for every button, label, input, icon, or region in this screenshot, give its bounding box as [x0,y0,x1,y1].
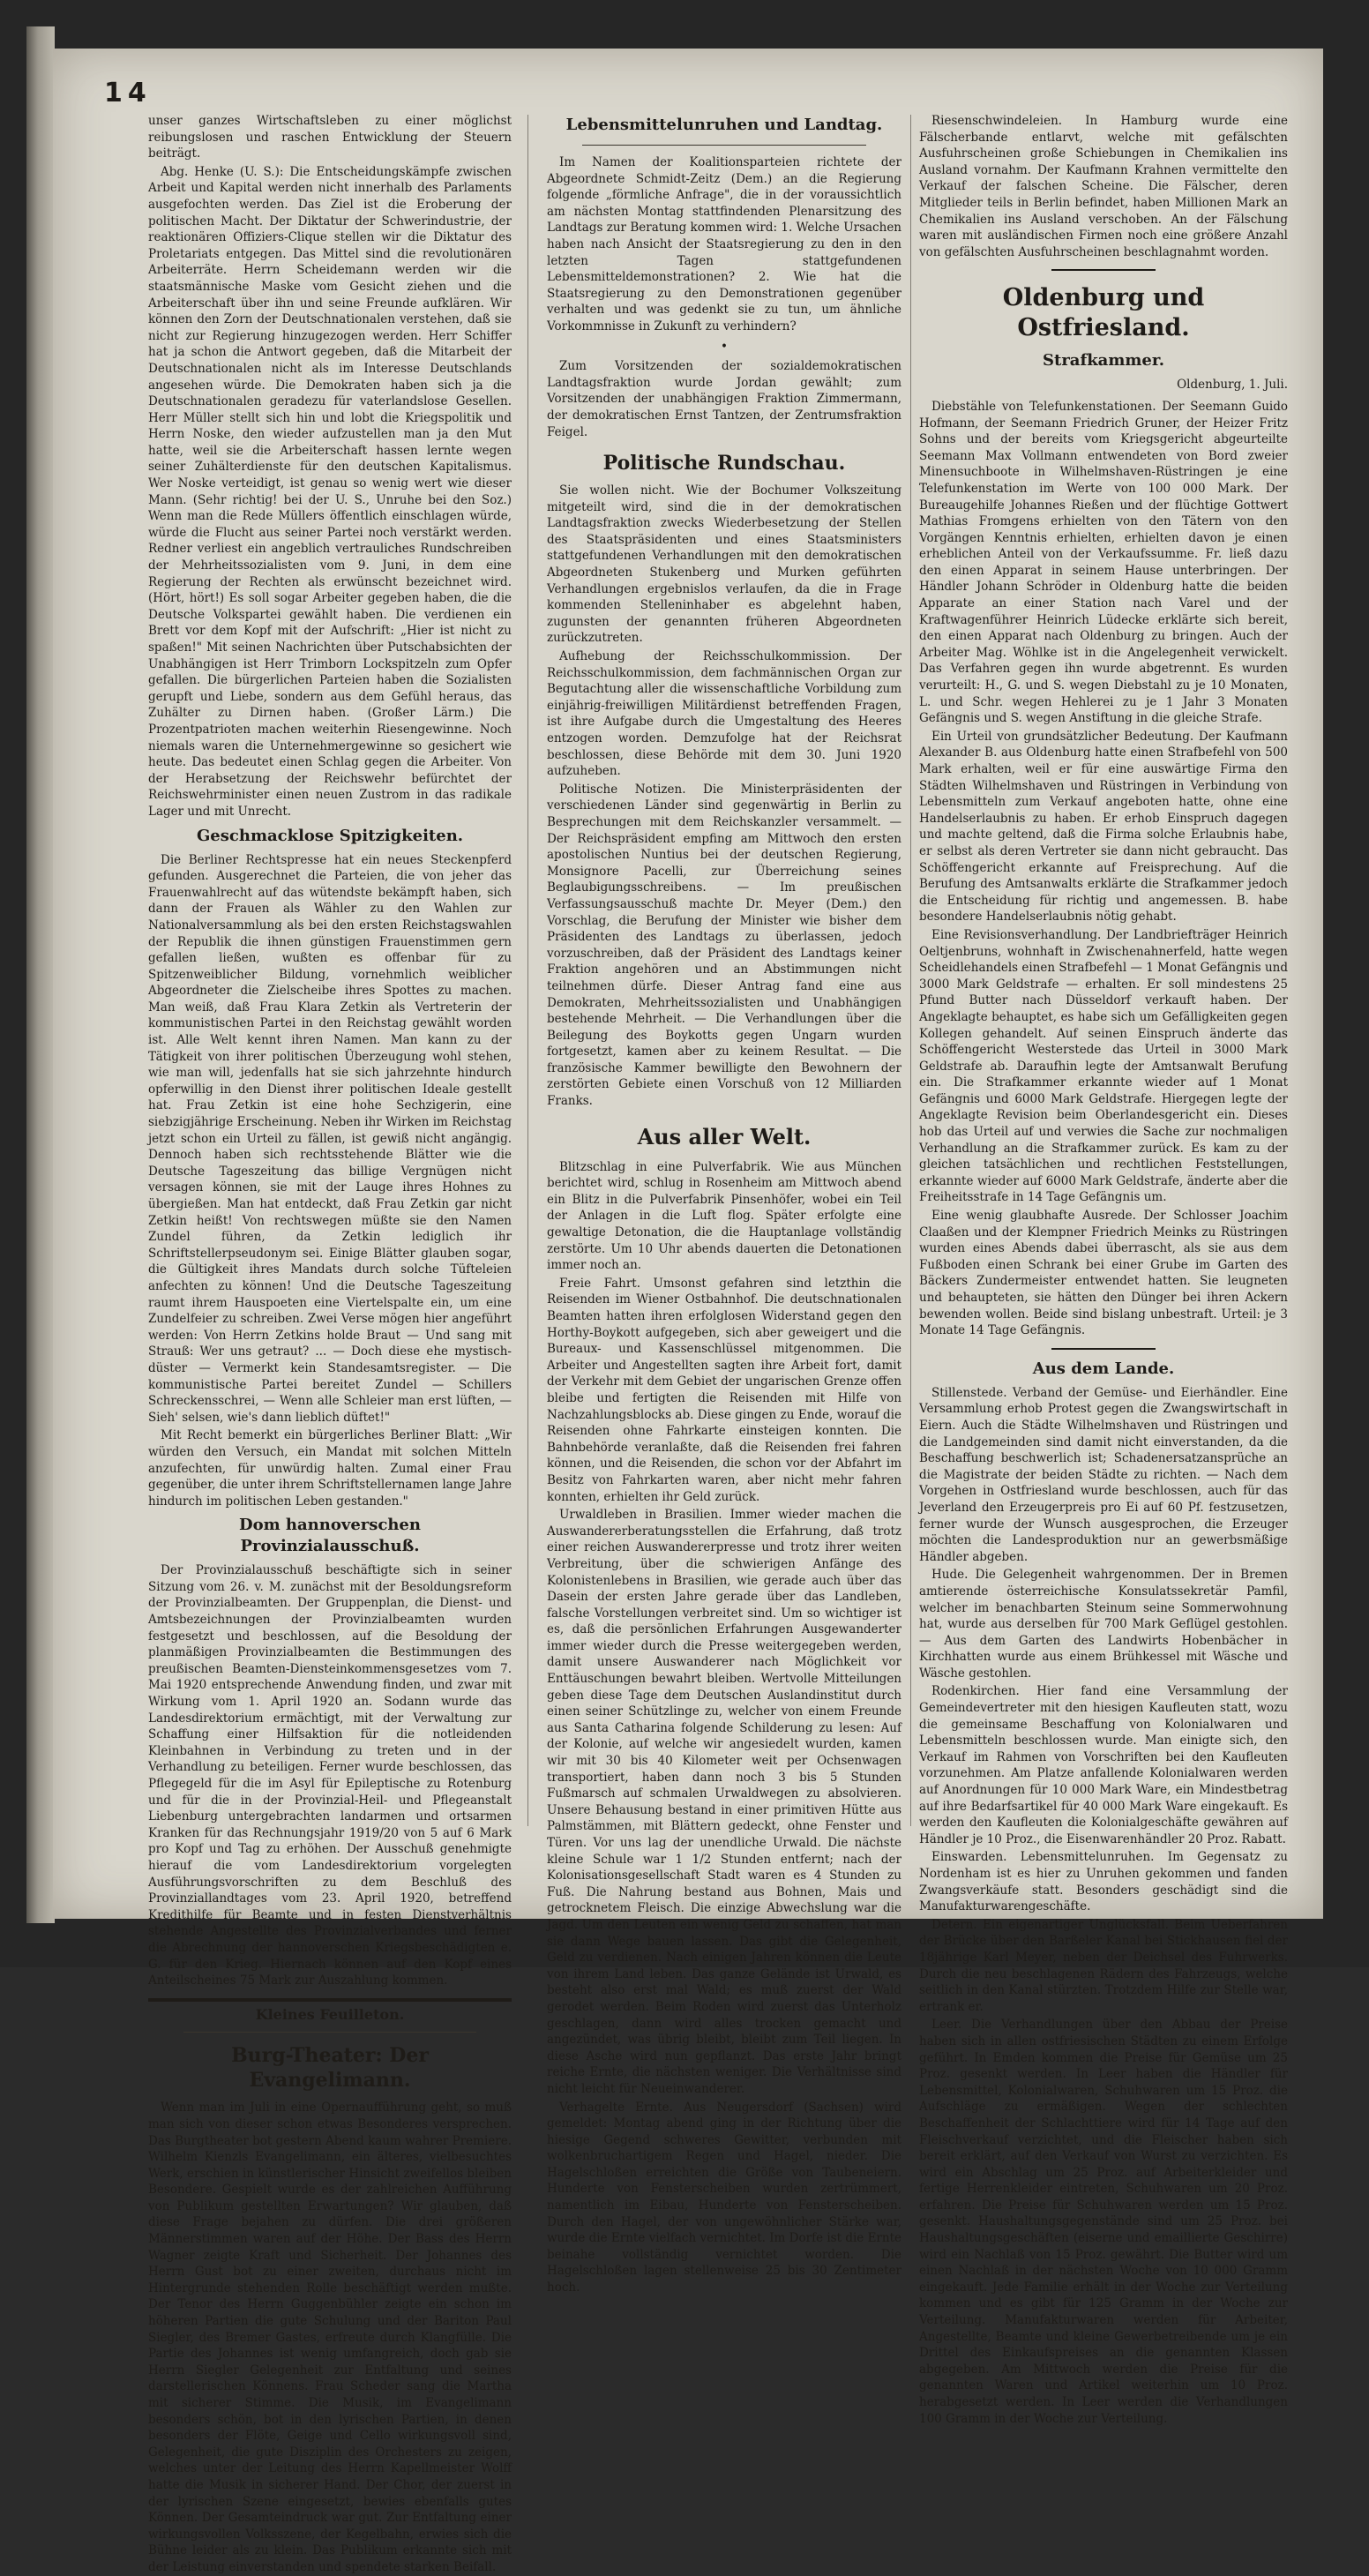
paragraph: Einswarden. Lebensmittelunruhen. Im Gegensatz zu Nordenham ist es hier zu Unruhen gekommen und fanden Zwangsverkäufe statt. Besonders geschädigt sind die Manufakturwarengeschäfte. [919,1850,1288,1914]
divider [1051,1348,1156,1350]
headline-spitzigkeiten: Geschmacklose Spitzigkeiten. [196,826,464,845]
paragraph: Im Namen der Koalitionsparteien richtete der Abgeordnete Schmidt-Zeitz (Dem.) an die Regierung folgende „förmliche Anfrage", die in der voraussichtlich am nächsten Montag stattfindenden Plenarsitzung des Landtags zur Beratung kommen wird: 1. Welche Ursachen haben nach Ansicht der Staatsregierung zu den in den letzten Tagen stattgefundenen Lebensmitteldemonstrationen? 2. Wie hat die Staatsregierung zu den Demonstrationen gegenüber verhalten und was gedenkt sie zu tun, um ähnliche Vorkommnisse in Zukunft zu verhindern? [547,155,901,333]
paragraph: Die Berliner Rechtspresse hat ein neues Steckenpferd gefunden. Ausgerechnet die Parteien, die von jeher das Frauenwahlrecht auf das wütendste bekämpft haben, sich dann der Frauen als Wähler zu den Wahlen zur Nationalversammlung als bei den ersten Reichstagswahlen der Republik die ihnen günstigen Frauenstimmen gern gefallen ließen, wußten es offenbar für zu Spitzenweiblicher Bildung, vornehmlich weiblicher Abgeordneter die Zielscheibe ihres Spottes zu machen. Man weiß, daß Frau Klara Zetkin als Vertreterin der kommunistischen Partei in den Reichstag gewählt worden ist. Alle Welt kennt ihren Namen. Man kann zu der Tätigkeit von ihrer politischen Überzeugung wohl stehen, wie man will, jedenfalls hat sie sich jahrzehnte hindurch opferwillig in den Dienst ihrer politischen Ideale gestellt hat. Frau Zetkin ist eine hohe Sechzigerin, eine siebzigjährige Erscheinung. Neben ihr Wirken im Reichstag jetzt schon ein Urteil zu fällen, ist gewiß nicht angängig. Dennoch haben sich rechtsstehende Blätter wie die Deutsche Tageszeitung das billige Vergnügen nicht versagen können, sie mit der Lauge ihres Hohnes zu übergießen. Man hat entdeckt, daß Frau Zetkin gar nicht Zetkin heißt! Von rechtswegen müßte sie den Namen Zundel führen, da Zetkin lediglich ihr Schriftstellerpseudonym sei. Einige Blätter glauben sogar, die Gültigkeit ihres Mandats durch solche Tüfteleien anfechten zu können! Und die Deutsche Tageszeitung raumt ihrem Hauspoeten eine Viertelspalte ein, um eine Zundelfeier zu schreiben. Zwei Verse mögen hier angeführt werden: Von Herrn Zetkins holde Braut — Und sang mit Strauß: Wer uns getraut? ... — Doch diese ehe mystisch-düster — Vermerkt kein Standesamtsregister. — Die kommunistische Partei bereitet Zundel — Schillers Schreckensschrei, — Wenn alle Schleier man erst lüften, — Sieh' selsen, wie's dann lieblich düftet!" [148,852,512,1425]
paragraph: Stillenstede. Verband der Gemüse- und Eierhändler. Eine Versammlung erhob Protest gegen die Zwangswirtschaft in Eiern. Auch die Städte Wilhelmshaven und Rüstringen und die Landgemeinden sind damit nicht einverstanden, da die Beschaffung beschwerlich ist; Schadenersatzansprüche an die Magistrate der beiden Städte zu richten. — Nach dem Vorgehen in Ostfriesland wurde beschlossen, auch für das Jeverland den Erzeugerpreis pro Ei auf 60 Pf. festzusetzen, ferner wurde der Wunsch ausgesprochen, die Erzeuger möchten die Landesproduktion nur an gewerbsmäßige Händler abgeben. [919,1385,1288,1564]
paragraph: unser ganzes Wirtschaftsleben zu einer möglichst reibungslosen und raschen Entwicklung der Steuern beiträgt. [148,114,512,161]
paragraph: Politische Notizen. Die Ministerpräsidenten der verschiedenen Länder sind gegenwärtig in Berlin zu Besprechungen mit dem Reichskanzler versammelt. — Der Reichspräsident empfing am Mittwoch den ersten apostolischen Nuntius bei der deutschen Regierung, Monsignore Pacelli, zur Überreichung seines Beglaubigungsschreibens. — Im preußischen Verfassungsausschuß machte Dr. Meyer (Dem.) den Vorschlag, die Berufung der Minister wie bisher dem Präsidenten des Landtags zu überlassen, jedoch vorzuschreiben, daß der Präsident des Landtags keiner Fraktion angehören und an Abstimmungen nicht teilnehmen dürfe. Dieser Antrag fand eine aus Demokraten, Mehrheitssozialisten und Unabhängigen bestehende Mehrheit. — Die Verhandlungen über die Beilegung des Boykotts gegen Ungarn wurden fortgesetzt, kamen aber zu keinem Resultat. — Die französische Kammer bewilligte den Bewohnern der zerstörten Gebiete einen Vorschuß von 12 Milliarden Franks. [547,782,901,1109]
headline-oldenburg-ostfriesland: Oldenburg und Ostfriesland. [1002,284,1205,342]
paragraph: Hude. Die Gelegenheit wahrgenommen. Der in Bremen amtierende österreichische Konsulatssekretär Pamfil, welcher im benachbarten Steinum seine Sommerwohnung hat, wurde aus derselben für 700 Mark Geflügel gestohlen. — Aus dem Garten des Landwirts Hobenbächer in Kirchhatten wurde aus einem Brühkessel mit Wäsche und Wäsche gestohlen. [919,1568,1288,1681]
paragraph: Wenn man im Juli in eine Opernaufführung geht, so muß man sich von dieser schon etwas Besonderes versprechen. Das Burgtheater bot gestern Abend kaum wahrer Premiere. Wilhelm Kienzls Evangelimann, ein älteres, vielbesuchtes Werk, erschien in künstlerischer Hinsicht zweifellos bleiben Besondere. Gespielt wurde es der zahlreichen Aufführung von Publikum gestellten Erwartungen? Wir glauben, daß diese Frage bejahen zu dürfen. Die drei größeren Männerstimmen waren auf der Höhe. Der Bass des Herrn Wagner zeigte Kraft und Sicherheit. Der Johannes des Herrn Gust bot zu einer zweiten, durchaus nicht im Hintergrunde stehenden Rolle beschäftigt werden mußte. Der Tenor des Herrn Guggenbühler zeigte ein schon im höheren Partien die gute Schulung und der Bariton Paul Siegler, des Bremer Gastes, erfreute durch Klangfülle. Die Partie des Johannes ist wenig umfangreich, doch gab sie Herrn Siegler Gelegenheit zur Entfaltung und seines darstellerischen Könnens. Frau Scheder sang die Martha mit sicherer Stimme. Die Musik, im Evangelimann besonders schön, bot in den lyrischen Partien, in denen besonders der Flöte, Geige und Cello wirkungsvoll sind, Gelegenheit, die gute Disziplin des Orchesters zu zeigen, welches unter der Leitung des Herrn Kapellmeister Wolff hatte die Musik in sicherer Hand. Der Chor, der zuerst in der lyrischen Szene eingesetzt, bewies ebenfalls gutes Können. Der Gesamteindruck war gut. Zur Entfaltung einer wirkungsvollen Volksszene, der Kegelbahn, erwies sich die Bühne leider als zu klein. Das Publikum erkannte sich mit der Leistung einverstanden und spendete starken Beifall. [148,2100,512,2574]
headline-burg-theater: Burg-Theater: Der Evangelimann. [231,2044,429,2093]
page-number: 14 [104,78,152,109]
paragraph: Blitzschlag in eine Pulverfabrik. Wie aus München berichtet wird, schlug in Rosenheim am Mittwoch abend ein Blitz in die Pulverfabrik Pinsenhöfer, wobei ein Teil der Anlagen in die Luft flog. Später erfolgte eine gewaltige Detonation, die die Hauptanlage vollständig zerstörte. Um 10 Uhr abends dauerten die Detonationen immer noch an. [547,1159,901,1273]
divider [1051,269,1156,271]
dateline: Oldenburg, 1. Juli. [1177,378,1288,393]
separator-dot: • [721,339,728,354]
book-spine [26,26,55,1923]
paragraph: Sie wollen nicht. Wie der Bochumer Volkszeitung mitgeteilt wird, sind die in der demokratischen Landtagsfraktion zwecks Wiederbesetzung der Stellen des Staatspräsidenten und eines Staatsministers stattgefundenen Verhandlungen mit den demokratischen Abgeordneten Stukenberg und Murken geführten Verhandlungen ergebnislos verlaufen, da die in Frage kommenden Stelleninhaber es abgelehnt haben, zugunsten der genannten früheren Abgeordneten zurückzutreten. [547,483,901,646]
paragraph: Aufhebung der Reichsschulkommission. Der Reichsschulkommission, dem fachmännischen Organ zur Begutachtung aller die wissenschaftliche Vorbildung zum einjährig-freiwilligen Militärdienst betreffenden Fragen, ist ihre Aufgabe durch die Umgestaltung des Heeres entzogen worden. Demzufolge hat der Reichsrat beschlossen, diese Behörde mit dem 30. Juni 1920 aufzuheben. [547,649,901,779]
headline-strafkammer: Strafkammer. [1043,351,1164,371]
paragraph: Zum Vorsitzenden der sozialdemokratischen Landtagsfraktion wurde Jordan gewählt; zum Vorsitzenden der unabhängigen Fraktion Zimmermann, der demokratischen Ernst Tantzen, der Zentrumsfraktion Feigel. [547,359,901,439]
headline-politische-rundschau: Politische Rundschau. [602,452,846,476]
column-left [148,113,512,2574]
paragraph: Ein Urteil von grundsätzlicher Bedeutung. Der Kaufmann Alexander B. aus Oldenburg hatte einen Strafbefehl von 500 Mark erhalten, weil er für eine auswärtige Firma den Städten Wilhelmshaven und Rüstringen in Verbindung von Lebensmitteln zum Verkauf angeboten hatte, ohne eine Handelserlaubnis zu haben. Er erhob Einspruch dagegen und machte geltend, daß die Firma solche Erlaubnis habe, er selbst als deren Vertreter sie dann nicht gebraucht. Das Schöffengericht erkannte auf Freisprechung. Auf die Berufung des Amtsanwalts erklärte die Strafkammer jedoch die Entscheidung für richtig und angemessen. B. habe besondere Handelserlaubnis nötig gehabt. [919,729,1288,925]
paragraph: Abg. Henke (U. S.): Die Entscheidungskämpfe zwischen Arbeit und Kapital werden nicht innerhalb des Parlaments ausgefochten werden. Das Ziel ist die Eroberung der politischen Macht. Der Diktatur der Schwerindustrie, der reaktionären Offiziers-Clique stellen wir die Diktatur des Proletariats entgegen. Das Mittel sind die revolutionären Arbeiterräte. Herrn Scheidemann werden wir die staatsmännische Maske vom Gesicht ziehen und die Arbeiterschaft über ihn und seine Freunde aufklären. Wir können den Zorn der Deutschnationalen verstehen, daß sie nicht zur Regierung hinzugezogen werden. Herr Schiffer hat ja schon die Antwort gegeben, daß die Mitarbeit der Deutschnationalen nicht als im Interesse Deutschlands angesehen würde. Die Demokraten haben sich ja die Deutschnationalen geradezu für vaterlandslose Gesellen. Herr Müller stellt sich hin und lobt die Kriegspolitik und Herrn Noske, den wieder aufzustellen man ja den Mut hatte, weil sie die Arbeiterschaft hassen lernte wegen seiner Zuhälterdienste für den deutschen Kapitalismus. Wer Noske verteidigt, ist genau so wenig wert wie dieser Mann. (Sehr richtig! bei der U. S., Unruhe bei den Soz.) Wenn man die Rede Müllers öffentlich einschlagen würde, würde die Flucht aus seiner Partei noch verstärkt werden. Redner verliest ein angeblich vertrauliches Rundschreiben der Mehrheitssozialisten vom 9. Juni, in dem eine Regierung der Rechten als erwünscht bezeichnet wird. (Hört, hört!) Es soll sogar Arbeiter gegeben haben, die die Deutsche Volkspartei gewählt haben. Die verdienen ein Brett vor dem Kopf mit der Aufschrift: „Hier ist nicht zu spaßen!" Mit seinen Nachrichten über Putschabsichten der Unabhängigen ist Herr Trimborn Lockspitzeln zum Opfer gefallen. Die bürgerlichen Parteien haben die Sozialisten gerupft und Liebe, sondern aus dem Gefühl heraus, das Zuhälter zu Dirnen haben. (Großer Lärm.) Die Prozentpatrioten machen weiterhin Riesengewinne. Noch niemals waren die Unternehmergewinne so gesichert wie heute. Das bedeutet einen Schlag gegen die Arbeiter. Von der Herabsetzung der Reichswehr befürchtet der Reichswehrminister einen neuen Zustrom in das radikale Lager und mit Unrecht. [148,164,512,819]
paragraph: Rodenkirchen. Hier fand eine Versammlung der Gemeindevertreter mit den hiesigen Kaufleuten statt, wozu die gemeinsame Beschaffung von Kolonialwaren und Lebensmitteln beschlossen wurde. Man einigte sich, den Verkauf im Rahmen von Vorschriften bei den Kaufleuten vorzunehmen. Am Platze anfallende Kolonialwaren werden auf Anordnungen für 10 000 Mark Ware, ein Mindestbetrag auf ihre Bedarfsartikel für 40 000 Mark Ware eingekauft. Es werden den Kaufleuten die Kolonialgeschäfte gewähren auf Händler je 10 Proz., die Eisenwarenhändler 20 Proz. Rabatt. [919,1684,1288,1846]
section-rule [148,1998,512,2002]
paragraph: Eine wenig glaubhafte Ausrede. Der Schlosser Joachim Claaßen und der Klempner Friedrich Meinks zu Rüstringen wurden eines Abends dabei überrascht, als sie aus dem Fußboden einen Schrank bei einer Grube im Garten des Bäckers Zundermeister entwendet hatten. Sie leugneten und behaupteten, sie hätten den Dünger bei ihren Ackern bewenden wollen. Beide sind bislang unbestraft. Urteil: je 3 Monate 14 Tage Gefängnis. [919,1209,1288,1338]
paragraph: Verhagelte Ernte. Aus Neugersdorf (Sachsen) wird gemeldet: Montag abend ging in der Richtung über die hiesige Gegend schweres Gewitter, verbunden mit wolkenbruchartigem Regen und Hagel, nieder. Die Hagelschloßen erreichten die Größe von Taubeneiern. Hunderte von Fensterscheiben wurden zertrümmert, namentlich im Eibau, Hunderte von Fensterscheiben. Durch den Hagel, der von ungewöhnlicher Stärke war, wurde die Ernte vielfach vernichtet. Im Dorfe ist die Ernte beinahe vollständig vernichtet worden. Die Hagelschloßen lagen stellenweise 25 bis 30 Zentimeter hoch. [547,2100,901,2295]
paragraph: Riesenschwindeleien. In Hamburg wurde eine Fälscherbande entlarvt, welche mit gefälschten Ausfuhrscheinen große Schiebungen in Chemikalien ins Ausland vornahm. Der Kaufmann Krahnen vermittelte den Verkauf der falschen Scheine. Die Fälscher, deren Mitglieder teils in Berlin befindet, haben Millionen Mark an Chemikalien ins Ausland verschoben. An der Fälschung waren mit ausländischen Firmen noch eine größere Anzahl von gefälschten Ausfuhrscheinen beschlagnahmt worden. [919,114,1288,259]
paragraph: Der Provinzialausschuß beschäftigte sich in seiner Sitzung vom 26. v. M. zunächst mit der Besoldungsreform der Provinzialbeamten. Der Gruppenplan, die Dienst- und Amtsbezeichnungen der Provinzialbeamten wurden festgesetzt und beschlossen, auf die Besoldung der planmäßigen Provinzialbeamten die Bestimmungen des preußischen Beamten-Diensteinkommensgesetzes vom 7. Mai 1920 entsprechende Anwendung finden, und zwar mit Wirkung vom 1. April 1920 an. Sodann wurde das Landesdirektorium ermächtigt, mit der Verwaltung zur Schaffung einer Hilfsaktion für die notleidenden Kleinbahnen in Verbindung zu treten und in der Verhandlung zu beteiligen. Ferner wurde beschlossen, das Pflegegeld für die im Asyl für Epileptische zu Rotenburg und für die in der Provinzial-Heil- und Pflegeanstalt Liebenburg untergebrachten landarmen und ortsarmen Kranken für das Rechnungsjahr 1919/20 von 5 auf 6 Mark pro Kopf und Tag zu erhöhen. Der Ausschuß genehmigte hierauf die vom Landesdirektorium vorgelegten Ausführungsvorschriften zu dem Beschluß des Provinziallandtages vom 23. April 1920, betreffend Kredithilfe für Beamte und in festen Dienstverhältnis stehende Angestellte des Provinzialverbandes und ferner die Abrechnung der hannoverschen Kriegsbeschädigten e. G. für den Krieg. Hiernach können auf den Kopf eines Anteilscheines 75 Mark zur Auszahlung kommen. [148,1563,512,1988]
paragraph: Diebstähle von Telefunkenstationen. Der Seemann Guido Hofmann, der Seemann Friedrich Gruner, der Heizer Fritz Sohns und der bereits vom Kriegsgericht abgeurteilte Seemann Max Vollmann entwendeten von Bord zweier Minensuchboote in Wilhelmshaven-Rüstringen je eine Telefunkenstation im Werte von 100 000 Mark. Der Bureaugehilfe Johannes Rießen und der flüchtige Gottwert Mathias Fromgens erhielten von den Tätern von den Vorgängen Kenntnis erhielten, erhielten davon je einen erheblichen Anteil von der Verkaufssumme. Fr. ließ dazu den einen Apparat in seinem Hause unterbringen. Der Händler Johann Schröder in Oldenburg hatte die beiden Apparate an einer Station nach Varel und der Kraftwagenführer Heinrich Lüdecke erklärte sich bereit, den einen Apparat nach Oldenburg zu bringen. Auch der Arbeiter Mag. Wöhlke ist in die Angelegenheit verwickelt. Das Verfahren gegen ihn wurde abgetrennt. Es wurden verurteilt: H., G. und S. wegen Diebstahl zu je 10 Monaten, L. und Schr. wegen Hehlerei zu je 1 Jahr 3 Monaten Gefängnis und S. wegen Anstiftung in die gleiche Strafe. [919,399,1288,726]
paragraph: Urwaldleben in Brasilien. Immer wieder machen die Auswandererberatungsstellen die Erfahrung, daß trotz einer reichen Auswandererpresse und trotz ihrer weiten Verbreitung, über die schwierigen Anfänge des Kolonistenlebens in Brasilien, wie gerade auch über das Dasein der ersten Jahre gerade über das Landleben, falsche Vorstellungen verbreitet sind. Um so wichtiger ist es, daß die persönlichen Erfahrungen Ausgewanderter immer wieder durch die Presse weitergegeben werden, damit unsere Auswanderer nach Möglichkeit vor Enttäuschungen bewahrt bleiben. Wertvolle Mitteilungen geben diese Tage dem Deutschen Auslandinstitut durch einen seiner Schützlinge zu, welcher von einem Freunde aus Santa Catharina folgende Schilderung zu lesen: Auf der Kolonie, auf welche wir angesiedelt wurden, kamen wir mit 30 bis 40 Kilometer weit per Ochsenwagen transportiert, haben dann noch 3 bis 5 Stunden Fußmarsch auf schmalen Urwaldwegen zu absolvieren. Unsere Behausung bestand in einer primitiven Hütte aus Palmstämmen, mit Blättern gedeckt, ohne Fenster und Türen. Vor uns lag der unendliche Urwald. Die nächste kleine Schule war 1 1/2 Stunden entfernt; nach der Kolonisationsgesellschaft Stadt waren es 4 Stunden zu Fuß. Die Nahrung bestand aus Bohnen, Mais und getrocknetem Fleisch. Die einzige Abwechslung war die Jagd. Um den Leuten ein wenig Geld zu schaffen, hat man sie dann Wege bauen lassen. Das gibt die Gelegenheit, Geld zu verdienen. Nach einigen Jahren können die Leute von ihrem Land leben. Das ganze Gelände ist Urwald, es besteht also erst mal Wald; es muß zuerst der Wald gerodet werden. Beim Roden wird zuerst das Unterholz geschlagen, dann wird alles trocken gemacht und angezündet, was übrig bleibt, bleibt zum Teil liegen. In diese Asche wird nun gepflanzt. Das erste Jahr bringt reiche Ernte, die nächsten weniger. Die Verhältnisse sind nicht leicht für Neueinwanderer. [547,1508,901,2096]
paragraph: Eine Revisionsverhandlung. Der Landbriefträger Heinrich Oeltjenbruns, wohnhaft in Zwischenahnerfeld, hatte wegen Scheidlehandels einen Strafbefehl — 1 Monat Gefängnis und 3000 Mark Geldstrafe — erhalten. Er soll mindestens 25 Pfund Butter nach Düsseldorf verkauft haben. Der Angeklagte behauptet, es habe sich um Gefälligkeiten gegen Kollegen gehandelt. Auf seinen Einspruch änderte das Schöffengericht Westerstede das Urteil in 3000 Mark Geldstrafe ab. Daraufhin legte der Amtsanwalt Berufung ein. Die Strafkammer erkannte wieder auf 1 Monat Gefängnis und 6000 Mark Geldstrafe. Hiergegen legte der Angeklagte Revision beim Oberlandesgericht ein. Dieses hob das Urteil auf und verwies die Sache zur nochmaligen Verhandlung an die Strafkammer zurück. Es kam zu der gleichen tatsächlichen und rechtlichen Feststellungen, erkannte wieder auf 6000 Mark Geldstrafe, änderte aber die Freiheitsstrafe in 14 Tage Gefängnis um. [919,927,1288,1205]
divider [183,2032,476,2033]
headline-aus-aller-welt: Aus aller Welt. [637,1123,812,1149]
paragraph: Freie Fahrt. Umsonst gefahren sind letzthin die Reisenden im Wiener Ostbahnhof. Die deutschnationalen Beamten hatten ihren erfolglosen Widerstand gegen den Horthy-Boykott aufgegeben, sich aber geweigert und die Bureaux- und Kassenschlüssel mitgenommen. Die Arbeiter und Angestellten sagten ihre Arbeit fort, damit der Verkehr mit dem Gebiet der ungarischen Grenze offen bleibe und fertigten die Reisenden mit Hilfe von Nachzahlungsblocks ab. Diese gingen zu Ende, worauf die Reisenden ohne Fahrkarte einsteigen konnten. Die Bahnbehörde veranlaßte, daß die Reisenden frei fahren können, und die Reisenden, die schon vor der Abfahrt im Besitz von Fahrkarten waren, aber nicht mehr fahren konnten, erhielten ihr Geld zurück. [547,1276,901,1504]
headline-lebensmittelunruhen: Lebensmittelunruhen und Landtag. [565,116,883,134]
column-divider [910,115,911,1826]
column-divider [527,115,528,1826]
headline-feuilleton: Kleines Feuilleton. [255,2005,405,2023]
paragraph: Leer. Die Verhandlungen über den Abbau der Preise haben sich in allen ostfriesischen Städten zu einem Erfolge geführt. In Emden kommen die Preise für Gemüse um 25 Proz. gesenkt werden. In Leer haben die Händler für Lebensmittel, Kolonialwaren, Schuhwaren um 15 Proz. die Aufschläge zu ermäßigen. Wegen der schlechten Beschaffenheit der Schlachttiere wird für 14 Tage auf den Fleischverkauf verzichtet, und die Fleischer haben sich bereit erklärt, auf den Verkauf von Wurst zu verzichten. Es wird ein Abschlag um 25 Proz. auf Arbeiterkleider und fertige Herrenkleider eintreten, Schuhwaren um 20 Proz. erfahren. Die Preise für Schuhwaren werden um 15 Proz. gesenkt. Haushaltungsgegenstände sind um 25 Proz. bei Haushaltungsgeschäften (eiserne und emaillierte Geschirre) wird ein Nachlaß von 15 Proz. gewährt. Die Butter wird um einen Nachlaß in der nächsten Woche von 10 000 Gramm eingekauft. Jede Familie erhält in der Woche zur Verteilung kommen und es gibt für 125 Gramm in der Woche zur Verteilung. Manufakturwaren werden für Arbeiter, Angestellte, Beamte und kleine Gewerbetreibende um je ein Drittel des Einkaufspreises an die genannten Klassen abgegeben. Am Mittwoch werden die Preise für die genannten Waren und Artikel weiterhin um 10 Proz. herabgesetzt werden. In Leer werden die Verhandlungen 100 Gramm in der Woche zur Verteilung. [919,2018,1288,2426]
paragraph: Mit Recht bemerkt ein bürgerliches Berliner Blatt: „Wir würden den Versuch, ein Mandat mit solchen Mitteln anzufechten, für unwürdig halten. Zumal einer Frau gegenüber, die unter ihrem Schriftstellernamen lange Jahre hindurch im politischen Leben gestanden." [148,1428,512,1509]
headline-aus-dem-lande: Aus dem Lande. [1032,1359,1175,1378]
paragraph: Detern. Ein eigenartiger Unglücksfall. Beim Ueberfahren der Brücke über den Barßeler Kanal bei Stickhausen fiel der 18jährige Karl Meyer, neben der Deichsel des Fuhrwerks. Durch die neu beschlagenen Rädern des Fahrzeugs, welche seitlich in den Kanal stürzten. Trotzdem Hilfe zur Stelle war, ertrank er. [919,1917,1288,2014]
divider [582,145,866,146]
headline-provinzialausschuss: Dom hannoverschen Provinzialausschuß. [239,1516,421,1556]
column-right [919,113,1288,2426]
column-middle [547,113,901,2295]
